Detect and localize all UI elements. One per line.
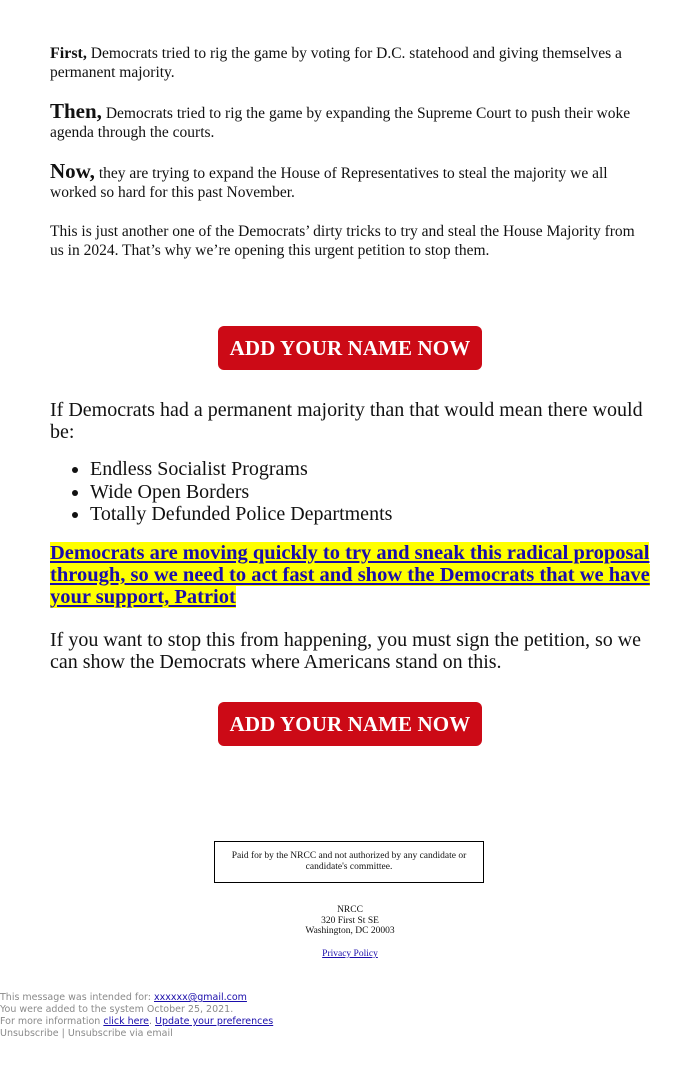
unsubscribe-link[interactable]: Unsubscribe xyxy=(0,1028,59,1039)
recipient-email-link[interactable]: xxxxxx@gmail.com xyxy=(154,992,247,1003)
consequences-list xyxy=(50,458,690,526)
paragraph-first xyxy=(50,44,650,82)
permanent-majority-intro: If Democrats had a permanent majority than that would mean there would be: xyxy=(50,399,643,443)
footer-unsubscribe-line xyxy=(0,1028,273,1040)
paragraph-dirty-tricks: This is just another one of the Democrats’ dirty tricks to try and steal the House Majority from us in 2024. That’s why we’re opening this urgent petition to stop them. xyxy=(50,223,635,259)
list-item: • Wide Open Borders xyxy=(90,481,690,504)
intended-label: This message was intended for: xyxy=(0,992,154,1003)
unsubscribe-email-link[interactable]: Unsubscribe via email xyxy=(67,1028,173,1039)
separator-text: . xyxy=(149,1016,156,1027)
highlighted-petition-link[interactable]: Democrats are moving quickly to try and sneak this radical proposal through, so we need to act fast and show the Democrats that we have your support, Patriot xyxy=(50,542,650,608)
paragraph-then xyxy=(50,99,650,142)
lead-now: Now, xyxy=(50,159,95,183)
text-then: Democrats tried to rig the game by expanding the Supreme Court to push their woke agenda through the courts. xyxy=(50,105,631,141)
lead-then: Then, xyxy=(50,99,102,123)
mailing-address xyxy=(0,905,700,937)
more-info-label: For more information xyxy=(0,1016,104,1027)
text-now: they are trying to expand the House of Representatives to steal the majority we all worked so hard for this past November. xyxy=(50,165,608,201)
address-street: 320 First St SE xyxy=(321,915,379,926)
footer-added-line: You were added to the system October 25, 2021. xyxy=(0,1004,234,1015)
address-city: Washington, DC 20003 xyxy=(305,926,395,936)
pipe-separator: | xyxy=(58,1028,68,1039)
cta-container-top xyxy=(0,326,700,370)
add-your-name-button-top[interactable]: ADD YOUR NAME NOW xyxy=(218,326,483,370)
text-first: Democrats tried to rig the game by voting for D.C. statehood and giving themselves a permanent majority. xyxy=(50,45,622,81)
list-item: • Totally Defunded Police Departments xyxy=(90,503,690,526)
click-here-link[interactable]: click here xyxy=(103,1016,149,1027)
footer-info-line xyxy=(0,1016,273,1028)
footer-intended-line xyxy=(0,992,273,1004)
highlight-paragraph xyxy=(50,542,660,608)
closing-paragraph: If you want to stop this from happening, you must sign the petition, so we can show the Democrats where Americans stand on this. xyxy=(50,629,642,673)
add-your-name-button-bottom[interactable]: ADD YOUR NAME NOW xyxy=(218,702,483,746)
lead-first: First, xyxy=(50,45,87,62)
disclaimer-text: Paid for by the NRCC and not authorized by any candidate or candidate's committee. xyxy=(231,851,467,872)
list-item: • Endless Socialist Programs xyxy=(90,458,690,481)
privacy-policy-link[interactable]: Privacy Policy xyxy=(322,949,378,959)
address-org: NRCC xyxy=(337,905,363,915)
paragraph-now xyxy=(50,159,650,202)
email-footer xyxy=(0,992,273,1040)
cta-container-bottom xyxy=(0,702,700,746)
privacy-policy-container xyxy=(0,949,700,959)
paid-for-disclaimer xyxy=(214,841,484,883)
update-preferences-link[interactable]: Update your preferences xyxy=(155,1016,274,1027)
